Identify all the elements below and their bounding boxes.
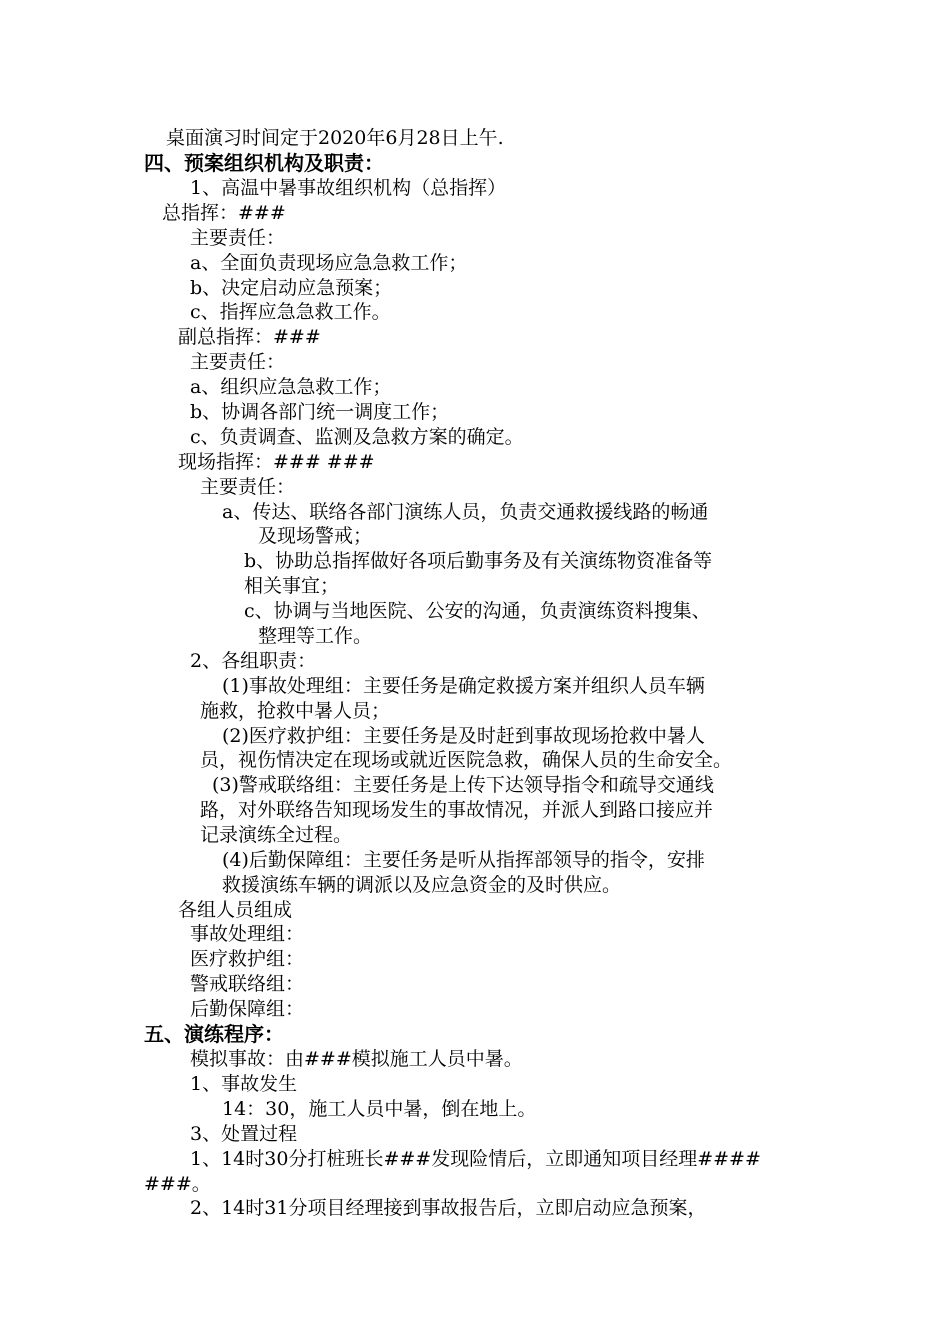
field-duties-label: 主要责任： (200, 476, 296, 498)
intro-line: 桌面演习时间定于2020年6月28日上午. (166, 127, 504, 149)
group-1-line-2: 施救，抢救中暑人员； (200, 700, 391, 722)
deputy-duty-b: b、协调各部门统一调度工作； (190, 401, 450, 423)
members-title: 各组人员组成 (178, 899, 293, 921)
commander-duty-b: b、决定启动应急预案； (190, 277, 393, 299)
commander-duty-a: a、全面负责现场应急急救工作； (190, 252, 468, 274)
process-1-line-1: 1、14时30分打桩班长###发现险情后，立即通知项目经理#### (190, 1148, 761, 1170)
field-duty-b-line-1: b、协助总指挥做好各项后勤事务及有关演练物资准备等 (244, 550, 713, 572)
deputy-duties-label: 主要责任： (190, 351, 286, 373)
process-2-line-1: 2、14时31分项目经理接到事故报告后，立即启动应急预案， (190, 1197, 707, 1219)
field-commander-label: 现场指挥：### ### (178, 451, 375, 473)
field-duty-b-line-2: 相关事宜； (244, 575, 340, 597)
deputy-duty-c: c、负责调查、监测及急救方案的确定。 (190, 426, 524, 448)
group-3-line-2: 路，对外联络告知现场发生的事故情况，并派人到路口接应并 (200, 799, 714, 821)
field-duty-a-line-1: a、传达、联络各部门演练人员，负责交通救援线路的畅通 (222, 501, 709, 523)
member-group-1: 事故处理组： (190, 923, 305, 945)
commander-duties-label: 主要责任： (190, 227, 286, 249)
simulate-line: 模拟事故：由###模拟施工人员中暑。 (190, 1048, 523, 1070)
field-duty-c-line-2: 整理等工作。 (258, 625, 373, 647)
member-group-3: 警戒联络组： (190, 973, 305, 995)
group-3-line-3: 记录演练全过程。 (200, 824, 353, 846)
section-5-heading: 五、演练程序： (144, 1022, 284, 1046)
deputy-duty-a: a、组织应急急救工作； (190, 376, 392, 398)
step-1-detail: 14：30，施工人员中暑，倒在地上。 (222, 1098, 537, 1120)
subsection-2-title: 2、各组职责： (190, 650, 317, 672)
member-group-2: 医疗救护组： (190, 948, 305, 970)
subsection-1-title: 1、高温中暑事故组织机构（总指挥） (190, 177, 507, 199)
step-3-title: 3、处置过程 (190, 1123, 298, 1145)
group-4-line-1: (4)后勤保障组：主要任务是听从指挥部领导的指令，安排 (222, 849, 705, 871)
group-3-line-1: (3)警戒联络组：主要任务是上传下达领导指令和疏导交通线 (212, 774, 714, 796)
field-duty-a-line-2: 及现场警戒； (258, 525, 373, 547)
group-4-line-2: 救援演练车辆的调派以及应急资金的及时供应。 (222, 874, 622, 896)
section-4-heading: 四、预案组织机构及职责： (144, 151, 384, 175)
field-duty-c-line-1: c、协调与当地医院、公安的沟通，负责演练资料搜集、 (244, 600, 711, 622)
group-2-line-1: (2)医疗救护组：主要任务是及时赶到事故现场抢救中暑人 (222, 725, 705, 747)
group-2-line-2: 员，视伤情决定在现场或就近医院急救，确保人员的生命安全。 (200, 749, 733, 771)
member-group-4: 后勤保障组： (190, 998, 305, 1020)
process-1-line-2: ###。 (144, 1173, 211, 1195)
step-1-title: 1、事故发生 (190, 1073, 298, 1095)
commander-label: 总指挥：### (162, 202, 286, 224)
group-1-line-1: (1)事故处理组：主要任务是确定救援方案并组织人员车辆 (222, 675, 705, 697)
deputy-label: 副总指挥：### (178, 326, 321, 348)
commander-duty-c: c、指挥应急急救工作。 (190, 301, 391, 323)
